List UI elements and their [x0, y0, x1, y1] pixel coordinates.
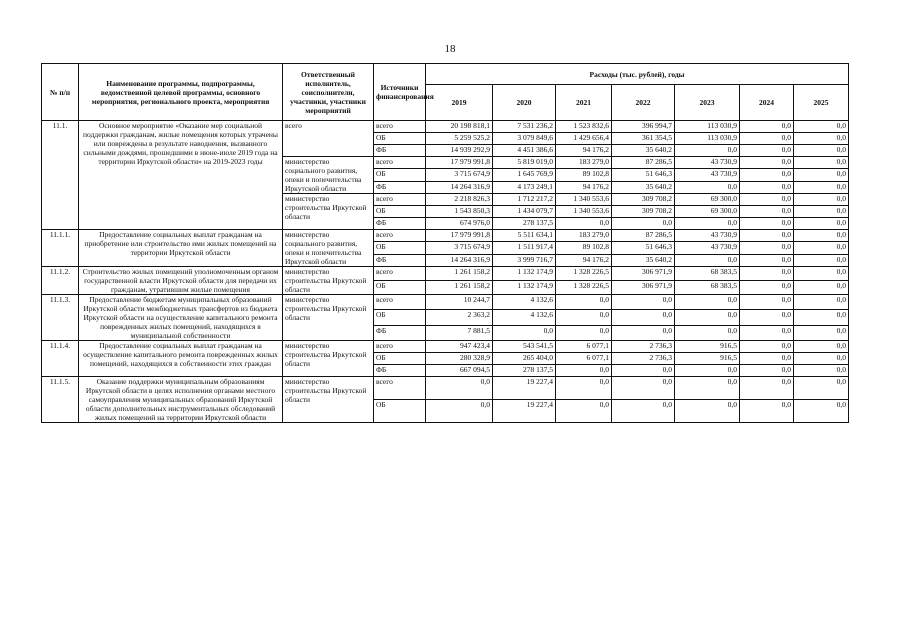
row-value: 0,0: [740, 169, 794, 181]
row-value: 0,0: [612, 400, 675, 423]
row-value: 4 132,6: [493, 310, 556, 325]
row-value: 51 646,3: [612, 242, 675, 254]
row-responsible: министерство социального развития, опеки и попечительства Иркутской области: [283, 230, 374, 267]
row-value: 87 286,5: [612, 157, 675, 169]
header-year: 2022: [612, 85, 675, 121]
row-value: 0,0: [794, 310, 849, 325]
row-value: 0,0: [794, 181, 849, 193]
row-value: 396 994,7: [612, 121, 675, 133]
row-value: 0,0: [794, 295, 849, 310]
row-value: 0,0: [675, 145, 740, 157]
header-year: 2024: [740, 85, 794, 121]
row-value: 3 715 674,9: [426, 242, 493, 254]
table-row: [42, 121, 849, 133]
row-value: 1 712 217,2: [493, 194, 556, 206]
table-row: [42, 295, 849, 310]
row-source: ФБ: [374, 254, 426, 266]
row-value: 0,0: [794, 157, 849, 169]
row-index: 11.1.3.: [42, 295, 79, 341]
row-value: 916,5: [675, 341, 740, 353]
row-value: 43 730,9: [675, 157, 740, 169]
row-value: 0,0: [794, 365, 849, 377]
row-value: 1 261 158,2: [426, 267, 493, 281]
row-value: 4 132,6: [493, 295, 556, 310]
row-value: 19 227,4: [493, 400, 556, 423]
row-value: 0,0: [740, 121, 794, 133]
row-value: 20 198 818,1: [426, 121, 493, 133]
row-value: 0,0: [740, 400, 794, 423]
row-source: ФБ: [374, 145, 426, 157]
row-value: 7 531 236,2: [493, 121, 556, 133]
row-value: 306 971,9: [612, 267, 675, 281]
row-source: ОБ: [374, 206, 426, 218]
row-value: 0,0: [794, 145, 849, 157]
row-value: 113 030,9: [675, 121, 740, 133]
row-value: 0,0: [740, 133, 794, 145]
row-value: 0,0: [794, 267, 849, 281]
row-value: 0,0: [740, 194, 794, 206]
row-value: 0,0: [740, 181, 794, 193]
row-value: 0,0: [794, 377, 849, 400]
row-value: 0,0: [794, 169, 849, 181]
row-value: 113 030,9: [675, 133, 740, 145]
row-value: 43 730,9: [675, 242, 740, 254]
header-year: 2020: [493, 85, 556, 121]
header-year: 2021: [556, 85, 612, 121]
row-value: 0,0: [740, 230, 794, 242]
row-value: 43 730,9: [675, 169, 740, 181]
row-value: 0,0: [612, 295, 675, 310]
row-value: 0,0: [675, 218, 740, 230]
row-value: 0,0: [675, 377, 740, 400]
row-name: Предоставление социальных выплат гражданам на осуществление капитального ремонта поврежденных жилых помещений, находящихся в собственности этих граждан: [79, 341, 283, 377]
row-value: 0,0: [740, 365, 794, 377]
row-value: 0,0: [426, 377, 493, 400]
row-value: 543 541,5: [493, 341, 556, 353]
row-value: 309 708,2: [612, 194, 675, 206]
row-index: 11.1.1.: [42, 230, 79, 267]
row-value: 51 646,3: [612, 169, 675, 181]
row-source: всего: [374, 121, 426, 133]
row-value: 14 939 292,9: [426, 145, 493, 157]
row-value: 0,0: [556, 400, 612, 423]
row-value: 0,0: [794, 206, 849, 218]
row-value: 0,0: [675, 400, 740, 423]
row-value: 1 340 553,6: [556, 194, 612, 206]
row-value: 6 077,1: [556, 353, 612, 365]
row-value: 674 976,0: [426, 218, 493, 230]
row-source: ОБ: [374, 169, 426, 181]
row-value: 0,0: [794, 325, 849, 340]
row-value: 35 640,2: [612, 145, 675, 157]
row-source: ФБ: [374, 181, 426, 193]
row-value: 14 264 316,9: [426, 254, 493, 266]
header-responsible: Ответственный исполнитель, соисполнители, участники, участники мероприятий: [283, 64, 374, 121]
row-value: 0,0: [426, 400, 493, 423]
row-value: 0,0: [740, 325, 794, 340]
row-value: 89 102,8: [556, 242, 612, 254]
row-source: ОБ: [374, 242, 426, 254]
row-source: всего: [374, 295, 426, 310]
row-name: Строительство жилых помещений уполномоченным органом государственной власти Иркутской области для передачи их гражданам, утратившим жилые помещения: [79, 267, 283, 295]
page-number: 18: [444, 43, 456, 55]
row-value: 0,0: [556, 218, 612, 230]
row-value: 0,0: [612, 310, 675, 325]
row-value: 1 340 553,6: [556, 206, 612, 218]
row-index: 11.1.4.: [42, 341, 79, 377]
row-value: 1 511 917,4: [493, 242, 556, 254]
row-value: 0,0: [740, 206, 794, 218]
row-value: 0,0: [675, 365, 740, 377]
row-value: 0,0: [794, 341, 849, 353]
row-value: 2 736,3: [612, 341, 675, 353]
table-row: [42, 341, 849, 353]
header-expenses: Расходы (тыс. рублей), годы: [426, 64, 849, 85]
row-value: 1 543 850,3: [426, 206, 493, 218]
row-value: 309 708,2: [612, 206, 675, 218]
row-value: 0,0: [794, 242, 849, 254]
row-value: 94 176,2: [556, 254, 612, 266]
row-value: 7 881,5: [426, 325, 493, 340]
row-source: всего: [374, 377, 426, 400]
row-value: 94 176,2: [556, 145, 612, 157]
row-value: 1 434 079,7: [493, 206, 556, 218]
row-value: 3 079 849,6: [493, 133, 556, 145]
row-value: 0,0: [740, 295, 794, 310]
row-value: 0,0: [493, 325, 556, 340]
row-source: ФБ: [374, 218, 426, 230]
table-row: [42, 377, 849, 400]
row-value: 0,0: [794, 194, 849, 206]
row-value: 0,0: [740, 377, 794, 400]
row-value: 1 645 769,9: [493, 169, 556, 181]
row-value: 69 300,0: [675, 194, 740, 206]
row-value: 0,0: [794, 353, 849, 365]
row-value: 2 363,2: [426, 310, 493, 325]
row-value: 1 132 174,9: [493, 267, 556, 281]
row-value: 0,0: [740, 254, 794, 266]
row-source: ФБ: [374, 365, 426, 377]
header-source: Источники финансирования: [374, 64, 426, 121]
row-source: ОБ: [374, 353, 426, 365]
row-value: 4 173 249,1: [493, 181, 556, 193]
row-value: 5 511 634,1: [493, 230, 556, 242]
row-value: 94 176,2: [556, 181, 612, 193]
row-source: ФБ: [374, 325, 426, 340]
row-value: 0,0: [740, 218, 794, 230]
row-value: 14 264 316,9: [426, 181, 493, 193]
row-index: 11.1.5.: [42, 377, 79, 423]
row-value: 2 218 826,3: [426, 194, 493, 206]
row-value: 0,0: [740, 145, 794, 157]
row-value: 0,0: [556, 310, 612, 325]
row-value: 947 423,4: [426, 341, 493, 353]
row-source: всего: [374, 157, 426, 169]
row-value: 916,5: [675, 353, 740, 365]
row-value: 0,0: [675, 181, 740, 193]
row-value: 0,0: [794, 400, 849, 423]
row-value: 5 819 019,0: [493, 157, 556, 169]
row-name: Предоставление бюджетам муниципальных образований Иркутской области межбюджетных трансфертов из бюджета Иркутской области на осуществление капитального ремонта поврежденных жилых помещений, находящихся в муниципальной собственности: [79, 295, 283, 341]
row-value: 69 300,0: [675, 206, 740, 218]
row-value: 278 137,5: [493, 218, 556, 230]
row-value: 361 354,5: [612, 133, 675, 145]
row-value: 35 640,2: [612, 254, 675, 266]
row-source: всего: [374, 267, 426, 281]
row-value: 0,0: [612, 365, 675, 377]
row-value: 667 094,5: [426, 365, 493, 377]
row-value: 265 404,0: [493, 353, 556, 365]
row-value: 1 132 174,9: [493, 281, 556, 295]
row-value: 17 979 991,8: [426, 230, 493, 242]
row-value: 17 979 991,8: [426, 157, 493, 169]
row-responsible: министерство строительства Иркутской области: [283, 341, 374, 377]
row-value: 0,0: [675, 295, 740, 310]
row-value: 0,0: [675, 310, 740, 325]
row-value: 0,0: [740, 242, 794, 254]
header-year: 2025: [794, 85, 849, 121]
header-year: 2023: [675, 85, 740, 121]
row-name: Оказание поддержки муниципальным образованиям Иркутской области в целях исполнения органами местного самоуправления муниципальных образований Иркутской области дополнительных инструментальных обследований жилых помещений на территории Иркутской области: [79, 377, 283, 423]
row-value: 0,0: [556, 377, 612, 400]
row-value: 6 077,1: [556, 341, 612, 353]
row-value: 1 328 226,5: [556, 267, 612, 281]
row-value: 0,0: [794, 230, 849, 242]
row-responsible: министерство социального развития, опеки и попечительства Иркутской области: [283, 157, 374, 194]
row-value: 306 971,9: [612, 281, 675, 295]
row-value: 5 259 525,2: [426, 133, 493, 145]
row-value: 0,0: [612, 325, 675, 340]
row-name: Основное мероприятие «Оказание мер социальной поддержки гражданам, жилые помещения которых утрачены или повреждены в результате наводнения, вызванного сильными дождями, прошедшими в июне-июле 2019 года на территории Иркутской области» на 2019-2023 годы: [79, 121, 283, 230]
row-value: 68 383,5: [675, 267, 740, 281]
row-index: 11.1.: [42, 121, 79, 230]
table-row: [42, 230, 849, 242]
row-source: ОБ: [374, 133, 426, 145]
row-source: всего: [374, 230, 426, 242]
budget-table: [41, 63, 849, 423]
row-name: Предоставление социальных выплат гражданам на приобретение или строительство ими жилых помещений на территории Иркутской области: [79, 230, 283, 267]
row-value: 0,0: [740, 353, 794, 365]
row-value: 278 137,5: [493, 365, 556, 377]
row-value: 183 279,0: [556, 230, 612, 242]
table-row: [42, 267, 849, 281]
row-value: 0,0: [740, 157, 794, 169]
row-responsible: министерство строительства Иркутской области: [283, 194, 374, 230]
row-value: 89 102,8: [556, 169, 612, 181]
row-value: 43 730,9: [675, 230, 740, 242]
row-value: 3 715 674,9: [426, 169, 493, 181]
table-header-row: [42, 64, 849, 85]
row-value: 0,0: [556, 295, 612, 310]
row-value: 0,0: [794, 133, 849, 145]
row-value: 87 286,5: [612, 230, 675, 242]
row-value: 1 429 656,4: [556, 133, 612, 145]
row-value: 0,0: [740, 281, 794, 295]
row-index: 11.1.2.: [42, 267, 79, 295]
row-value: 19 227,4: [493, 377, 556, 400]
row-value: 0,0: [740, 267, 794, 281]
row-source: ОБ: [374, 400, 426, 423]
row-responsible: министерство строительства Иркутской области: [283, 295, 374, 341]
row-value: 0,0: [612, 377, 675, 400]
row-responsible: всего: [283, 121, 374, 157]
row-value: 0,0: [794, 254, 849, 266]
header-name: Наименование программы, подпрограммы, ведомственной целевой программы, основного мероприятия, регионального проекта, мероприятия: [79, 64, 283, 121]
row-value: 0,0: [556, 365, 612, 377]
row-value: 0,0: [740, 310, 794, 325]
row-value: 0,0: [675, 325, 740, 340]
row-value: 0,0: [740, 341, 794, 353]
row-value: 183 279,0: [556, 157, 612, 169]
row-source: ОБ: [374, 310, 426, 325]
row-value: 10 244,7: [426, 295, 493, 310]
row-value: 1 523 832,6: [556, 121, 612, 133]
row-value: 4 451 386,6: [493, 145, 556, 157]
row-value: 1 328 226,5: [556, 281, 612, 295]
row-responsible: министерство строительства Иркутской области: [283, 267, 374, 295]
row-source: всего: [374, 341, 426, 353]
row-value: 0,0: [794, 281, 849, 295]
row-source: ОБ: [374, 281, 426, 295]
row-value: 0,0: [794, 121, 849, 133]
row-value: 0,0: [556, 325, 612, 340]
row-value: 0,0: [675, 254, 740, 266]
header-year: 2019: [426, 85, 493, 121]
row-value: 280 328,9: [426, 353, 493, 365]
row-responsible: министерство строительства Иркутской области: [283, 377, 374, 423]
row-value: 3 999 716,7: [493, 254, 556, 266]
row-value: 2 736,3: [612, 353, 675, 365]
row-value: 0,0: [794, 218, 849, 230]
row-source: всего: [374, 194, 426, 206]
row-value: 35 640,2: [612, 181, 675, 193]
row-value: 0,0: [612, 218, 675, 230]
row-value: 68 383,5: [675, 281, 740, 295]
header-number: № п/п: [42, 64, 79, 121]
row-value: 1 261 158,2: [426, 281, 493, 295]
